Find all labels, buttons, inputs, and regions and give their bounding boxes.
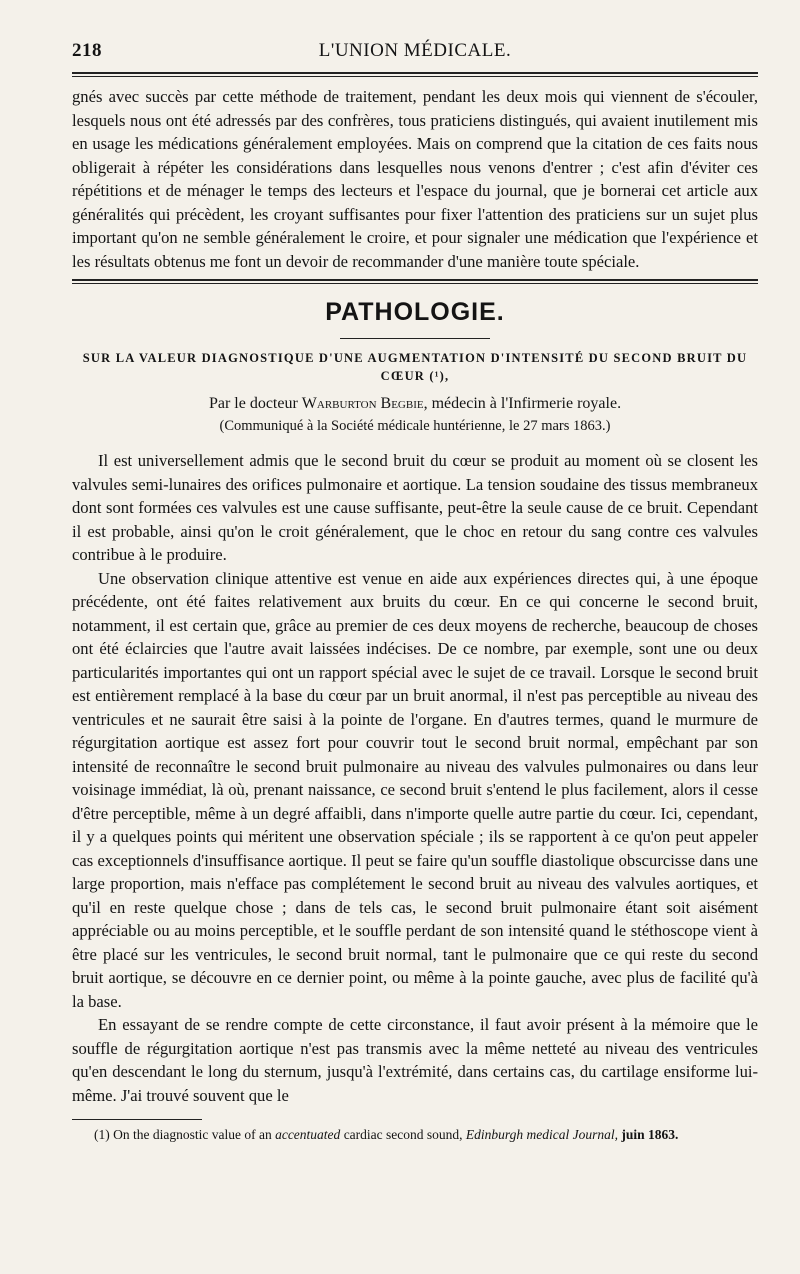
journal-page xyxy=(72,38,758,1258)
footnote-middle: cardiac second sound, xyxy=(343,1127,463,1142)
author-name: Warburton Begbie xyxy=(301,395,424,412)
body-paragraph-1: Il est universellement admis que le second bruit du cœur se produit au moment où se closent les valvules semi-lunaires des orifices pulmonaire et aortique. La tension soudaine des tissus membraneux dont sont formées ces valvules est une cause suffisante, peut-être la seule cause de ce bruit. Cependant il est probable, ainsi qu'on le croit généralement, que le choc en retour du sang contre ces valvules contribue à le produire. xyxy=(72,451,758,564)
footnote-journal: Edinburgh medical Journal, xyxy=(465,1127,619,1142)
page-number: 218 xyxy=(72,40,102,61)
footnote-prefix: (1) On the diagnostic value of an xyxy=(94,1127,272,1142)
heading-underline xyxy=(340,338,490,339)
intro-paragraph: gnés avec succès par cette méthode de traitement, pendant les deux mois qui viennent de s'écouler, lesquels nous ont été adressés par des confrères, tous praticiens distingués, qui avaient inutilement mis en usage les médications généralement employées. Mais on comprend que la citation de ces faits nous obligerait à répéter les considérations dans lesquelles nous venons d'entrer ; c'est afin d'éviter ces répétitions et de ménager le temps des lecteurs et l'espace du journal, que je bornerai cet article aux généralités qui précèdent, les croyant suffisantes pour fixer l'attention des praticiens sur un sujet plus important qu'on ne semble généralement le croire, et pour signaler une médication que l'expérience et les résultats obtenus me font un devoir de recommander d'une manière toute spéciale. xyxy=(72,87,758,271)
footnote-rule xyxy=(72,1119,202,1120)
header-rule xyxy=(72,72,758,77)
section-heading: PATHOLOGIE. xyxy=(325,298,505,326)
journal-title: L'UNION MÉDICALE. xyxy=(318,40,512,61)
article-body xyxy=(72,449,758,1107)
section-rule xyxy=(72,279,758,284)
byline xyxy=(72,393,758,415)
footnote-italic-word: accentuated xyxy=(275,1127,341,1142)
byline-prefix: Par le docteur xyxy=(208,395,298,412)
byline-suffix: , médecin à l'Infirmerie royale. xyxy=(423,395,622,412)
article-title: SUR LA VALEUR DIAGNOSTIQUE D'UNE AUGMENTATION D'INTENSITÉ DU SECOND BRUIT DU CŒUR (¹), xyxy=(82,351,748,383)
communication-note: (Communiqué à la Société médicale huntérienne, le 27 mars 1863.) xyxy=(219,418,611,434)
footnote xyxy=(72,1126,758,1143)
body-paragraph-2: Une observation clinique attentive est venue en aide aux expériences directes qui, à une époque précédente, ont été faites relativement aux bruits du cœur. En ce qui concerne le second bruit, notamment, il est certain que, grâce au premier de ces deux moyens de recherche, beaucoup de choses ont été éclaircies que l'autre avait laissées indécises. De ce nombre, par exemple, sont une ou deux particularités importantes qui ont un rapport spécial avec le sujet de ce travail. Lorsque le second bruit est entièrement remplacé à la base du cœur par un bruit anormal, il n'est pas perceptible au niveau des ventricules et ne saurait être saisi à la pointe de l'organe. En d'autres termes, quand le murmure de régurgitation aortique est assez fort pour couvrir tout le second bruit normal, empêchant par son intensité de reconnaître le second bruit pulmonaire au niveau des valvules pulmonaires ou dans leur voisinage immédiat, là où, prenant naissance, ce second bruit s'entend le plus facilement, alors il cesse d'être perceptible, même à un degré affaibli, dans n'importe quelle autre partie du cœur. Ici, cependant, il y a quelques points qui méritent une observation spéciale ; ils se rapportent à ce qu'on peut appeler cas exceptionnels d'insuffisance aortique. Il peut se faire qu'un souffle diastolique obscurcisse dans une large proportion, mais n'efface pas complétement le second bruit au niveau des valvules aortiques, et qu'il en reste quelque chose ; dans de tels cas, le second bruit pulmonaire étant soit aisément appréciable ou au moins perceptible, et le souffle perdant de son intensité quand le stéthoscope vient à être placé sur les ventricules, le second bruit normal, tant le pulmonaire que ce qui reste du second bruit aortique, se découvre en ce dernier point, ou même à la pointe gauche, avec plus de facilité qu'à la base. xyxy=(72,568,758,1011)
section-divider xyxy=(72,279,758,284)
running-head xyxy=(72,38,758,66)
footnote-date: juin 1863. xyxy=(621,1127,679,1142)
intro-section xyxy=(72,85,758,273)
section-heading-row xyxy=(72,292,758,338)
body-paragraph-3: En essayant de se rendre compte de cette circonstance, il faut avoir présent à la mémoire que le souffle de régurgitation aortique n'est pas transmis avec la même netteté au niveau des ventricules qu'en descendant le long du sternum, jusqu'à l'extrémité, dans certains cas, du cartilage ensiforme lui-même. J'ai trouvé souvent que le xyxy=(72,1015,758,1105)
